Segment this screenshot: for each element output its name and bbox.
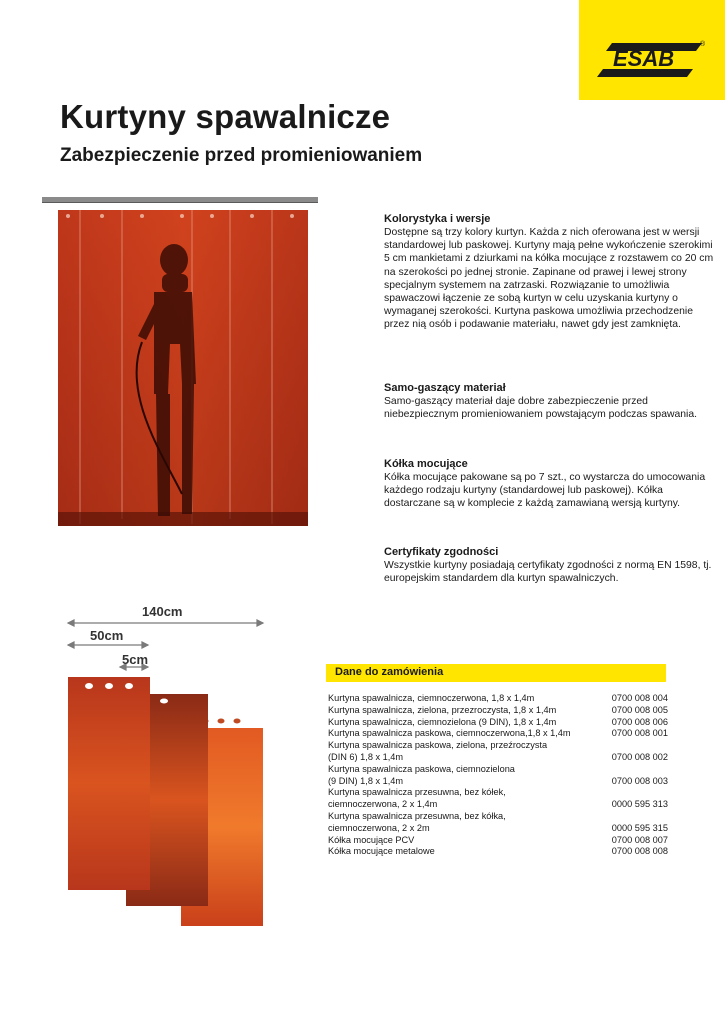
curtain-panel bbox=[68, 677, 150, 890]
order-row bbox=[328, 740, 668, 764]
section-colors bbox=[384, 213, 714, 332]
section-body: Kółka mocujące pakowane są po 7 szt., co wystarcza do umocowania każdego rodzaju kurtyny (standardowej lub paskowej). Kółka dostarczane są w komplecie z każdą zamawianą wersją kurtyny. bbox=[384, 472, 706, 510]
product-code: 0700 008 005 bbox=[611, 704, 668, 715]
product-description: Kurtyna spawalnicza paskowa, zielona, przeźroczysta bbox=[328, 740, 548, 751]
dimension-diagram bbox=[58, 596, 278, 932]
product-description: Kurtyna spawalnicza paskowa, ciemnoczerwona,1,8 x 1,4m bbox=[328, 728, 571, 739]
product-description: Kurtyna spawalnicza, ciemnoczerwona, 1,8 x 1,4m bbox=[328, 693, 535, 703]
order-row bbox=[328, 717, 668, 729]
product-description: (DIN 6) 1,8 x 1,4m bbox=[328, 751, 404, 762]
order-row bbox=[328, 693, 668, 705]
order-row bbox=[328, 728, 668, 740]
section-certificates bbox=[384, 546, 714, 585]
product-description: (9 DIN) 1,8 x 1,4m bbox=[328, 775, 404, 786]
esab-logo-icon bbox=[579, 0, 725, 100]
product-code: 0000 595 315 bbox=[611, 822, 668, 833]
order-row bbox=[328, 705, 668, 717]
product-code: 0700 008 004 bbox=[611, 693, 668, 703]
logo-text: ESAB bbox=[613, 46, 675, 71]
order-row bbox=[328, 835, 668, 847]
width-cuff-label: 5cm bbox=[122, 652, 149, 667]
product-description: Kurtyna spawalnicza przesuwna, bez kółka, bbox=[328, 810, 506, 821]
section-heading: Samo-gaszący materiał bbox=[384, 382, 506, 394]
order-table bbox=[328, 693, 668, 858]
order-row bbox=[328, 787, 668, 811]
product-description: Kurtyna spawalnicza paskowa, ciemnozielona bbox=[328, 763, 515, 774]
section-heading: Kolorystyka i wersje bbox=[384, 213, 491, 225]
product-code: 0700 008 006 bbox=[611, 716, 668, 727]
section-body: Wszystkie kurtyny posiadają certyfikaty zgodności z normą EN 1598, tj. europejskim standardem dla kurtyn spawalniczych. bbox=[384, 560, 712, 585]
product-code: 0700 008 008 bbox=[611, 846, 668, 857]
width-total-label: 140cm bbox=[142, 604, 183, 619]
order-row bbox=[328, 811, 668, 835]
curtain-photo bbox=[42, 194, 322, 540]
section-body: Dostępne są trzy kolory kurtyn. Każda z nich oferowana jest w wersji standardowej lub paskowej. Kurtyny mają pełne wykończenie szerokimi 5 cm mankietami z dziurkami na kółka mocujące z rozstawem co 20 cm na szerokości po jednej stronie. Zapinane od prawej i lewej strony specjalnym systemem na zatrzaski. Rozwiązanie to umożliwia spawaczowi łączenie ze sobą kurtyn w celu uzyskania kurtyny o wymaganej szerokości. Kurtyna paskowa umożliwia przechodzenie przez nią osób i podawanie materiału, nawet gdy jest zamknięta. bbox=[384, 227, 714, 331]
product-code: 0700 008 001 bbox=[611, 728, 668, 739]
order-row bbox=[328, 846, 668, 858]
order-row bbox=[328, 764, 668, 788]
product-code: 0700 008 002 bbox=[611, 751, 668, 762]
product-description: Kurtyna spawalnicza, ciemnozielona (9 DIN), 1,8 x 1,4m bbox=[328, 716, 557, 727]
product-code: 0700 008 007 bbox=[611, 834, 668, 845]
width-panel-label: 50cm bbox=[90, 628, 124, 643]
product-code: 0000 595 313 bbox=[611, 799, 668, 810]
esab-logo bbox=[579, 0, 725, 100]
page-title: Kurtyny spawalnicze bbox=[60, 98, 391, 135]
section-heading: Kółka mocujące bbox=[384, 458, 468, 470]
section-heading: Certyfikaty zgodności bbox=[384, 546, 499, 558]
product-description: Kurtyna spawalnicza przesuwna, bez kółek, bbox=[328, 787, 506, 798]
order-header bbox=[326, 664, 666, 682]
page-subtitle: Zabezpieczenie przed promieniowaniem bbox=[60, 145, 423, 166]
product-description: ciemnoczerwona, 2 x 1,4m bbox=[328, 799, 438, 810]
section-rings bbox=[384, 458, 714, 511]
product-description: Kurtyna spawalnicza, zielona, przezroczysta, 1,8 x 1,4m bbox=[328, 704, 557, 715]
registered-mark: ® bbox=[700, 41, 706, 48]
order-header-label: Dane do zamówienia bbox=[335, 666, 444, 678]
section-body: Samo-gaszący materiał daje dobre zabezpieczenie przed niebezpiecznym promieniowaniem powstającym podczas spawania. bbox=[384, 396, 698, 421]
product-description: Kółka mocujące metalowe bbox=[328, 846, 435, 857]
product-description: Kółka mocujące PCV bbox=[328, 834, 415, 845]
product-code: 0700 008 003 bbox=[611, 775, 668, 786]
product-description: ciemnoczerwona, 2 x 2m bbox=[328, 822, 430, 833]
section-material bbox=[384, 382, 714, 421]
